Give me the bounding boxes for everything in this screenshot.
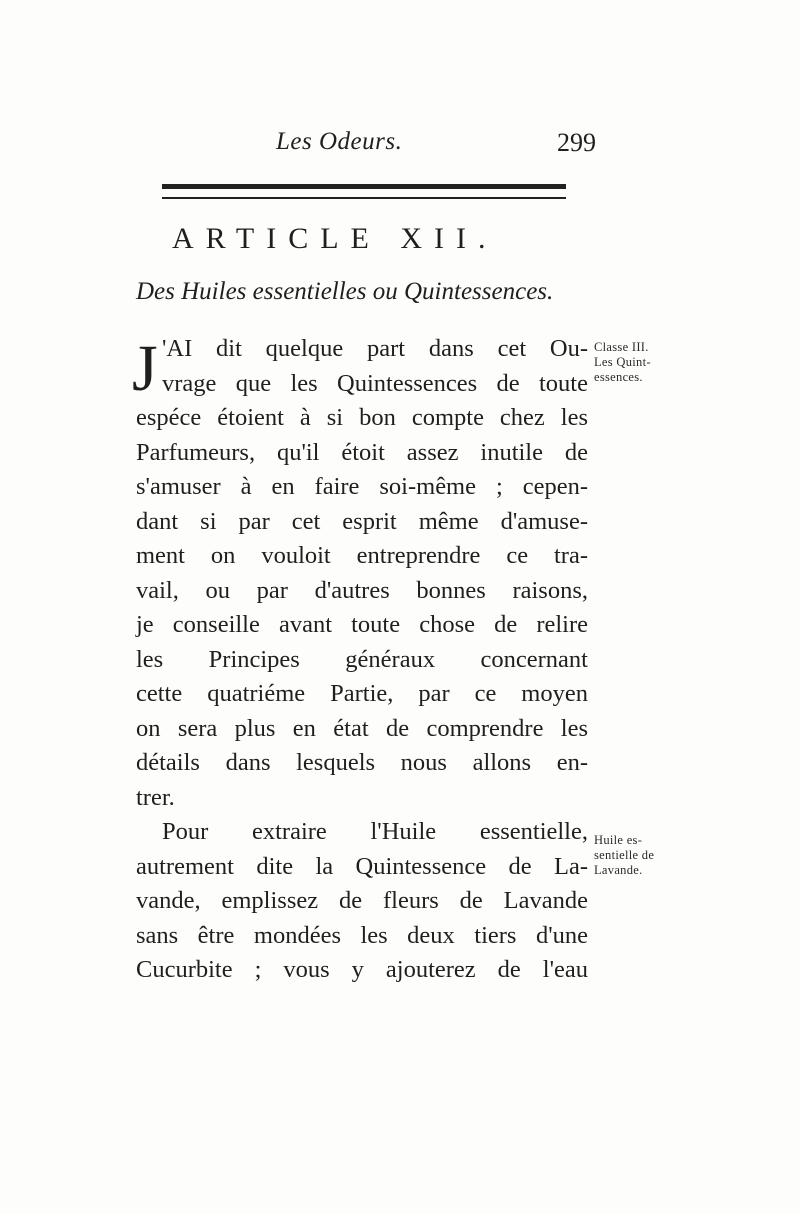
text-line: trer. xyxy=(136,783,175,811)
margin-note-lavande xyxy=(594,833,704,878)
text-line: Parfumeurs, qu'il étoit assez inutile de xyxy=(136,438,588,466)
margin-note-classe xyxy=(594,340,704,385)
text-line: vande, emplissez de fleurs de Lavande xyxy=(136,887,588,914)
margin-note-line: sentielle de xyxy=(594,848,655,862)
header-rule-thin xyxy=(162,197,566,199)
text-line: vrage que les Quintessences de toute xyxy=(162,369,588,397)
text-line: Pour extraire l'Huile essentielle, xyxy=(162,818,588,845)
margin-note-line: Lavande. xyxy=(594,863,643,877)
text-line: Cucurbite ; vous y ajouterez de l'eau xyxy=(136,956,588,983)
margin-note-line: Huile es- xyxy=(594,833,643,847)
body-text xyxy=(132,332,588,988)
article-heading: ARTICLE XII. xyxy=(172,222,498,255)
page-number: 299 xyxy=(557,128,596,157)
drop-cap: J xyxy=(132,332,158,405)
margin-note-line: essences. xyxy=(594,370,643,384)
text-line: sans être mondées les deux tiers d'une xyxy=(136,921,588,949)
margin-note-line: Classe III. xyxy=(594,340,649,354)
text-line: s'amuser à en faire soi-même ; cepen- xyxy=(136,473,588,500)
text-line: autrement dite la Quintessence de La- xyxy=(136,852,588,880)
text-line: espéce étoient à si bon compte chez les xyxy=(136,404,588,431)
article-subtitle: Des Huiles essentielles ou Quintessences. xyxy=(136,278,554,305)
text-line: vail, ou par d'autres bonnes raisons, xyxy=(136,576,588,604)
running-title: Les Odeurs. xyxy=(276,128,403,155)
margin-note-line: Les Quint- xyxy=(594,355,651,369)
text-line: je conseille avant toute chose de relire xyxy=(136,611,588,638)
text-line: dant si par cet esprit même d'amuse- xyxy=(136,507,588,535)
running-head xyxy=(136,128,596,168)
header-rule-thick xyxy=(162,184,566,189)
text-line: les Principes généraux concernant xyxy=(136,645,588,673)
text-line: 'AI dit quelque part dans cet Ou- xyxy=(162,335,588,362)
text-line: on sera plus en état de comprendre les xyxy=(136,714,588,742)
text-line: cette quatriéme Partie, par ce moyen xyxy=(136,680,588,707)
text-line: détails dans lesquels nous allons en- xyxy=(136,749,588,776)
text-line: ment on vouloit entreprendre ce tra- xyxy=(136,542,588,569)
